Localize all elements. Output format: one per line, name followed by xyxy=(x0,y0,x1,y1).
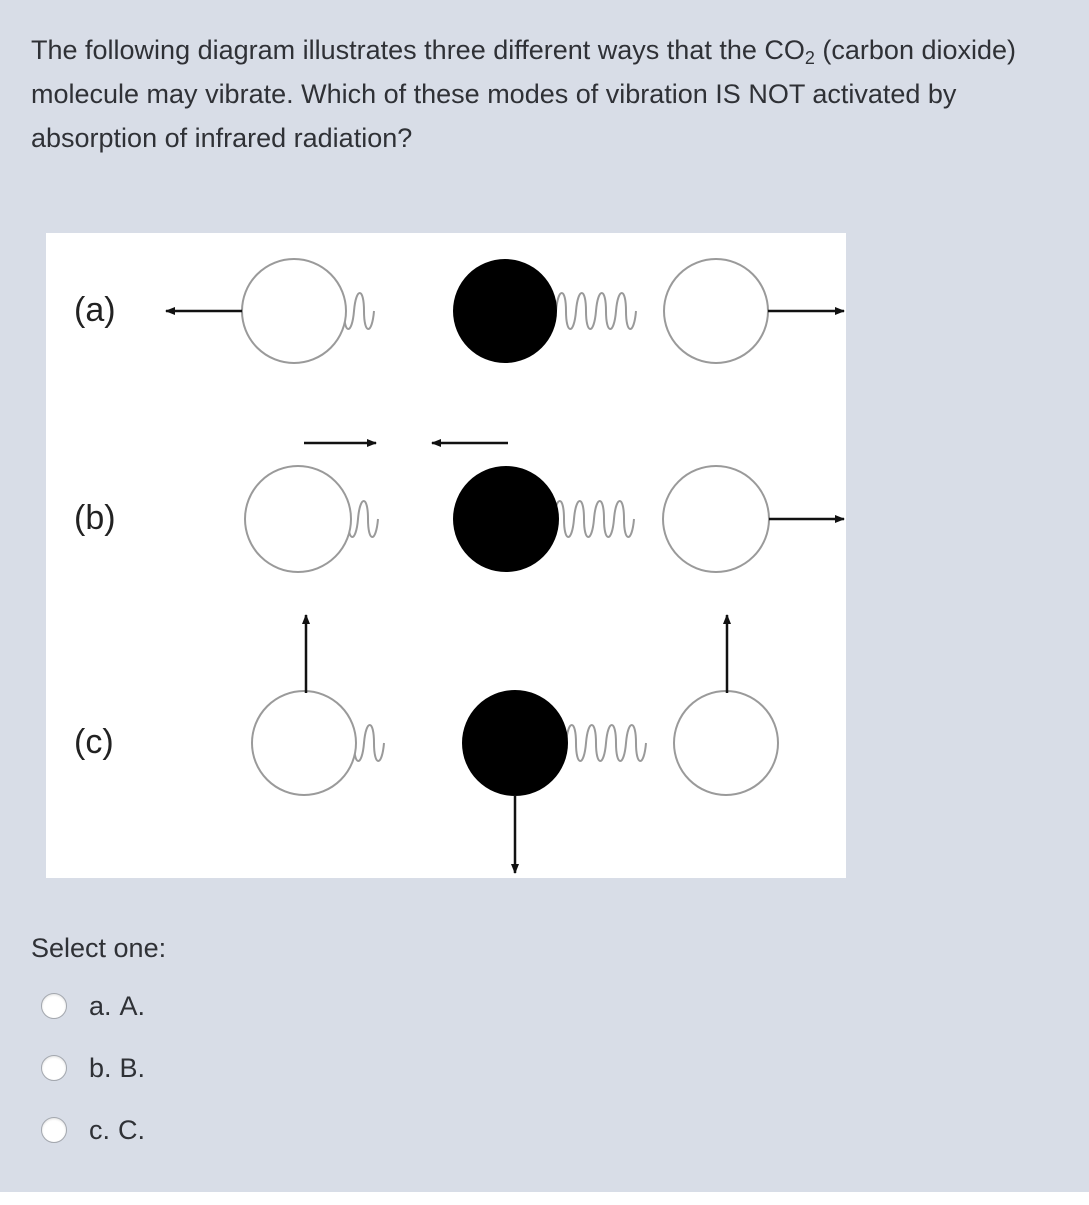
mode-c-oxygen-left xyxy=(252,691,356,795)
select-one-prompt: Select one: xyxy=(31,933,167,963)
option-c-letter: c. xyxy=(89,1114,111,1145)
mode-c-label: (c) xyxy=(74,723,114,761)
mode-a-oxygen-left xyxy=(242,259,346,363)
option-b-letter: b. xyxy=(89,1052,112,1083)
mode-b-oxygen-right xyxy=(663,466,769,572)
option-b[interactable] xyxy=(41,1051,145,1085)
option-b-text: B. xyxy=(119,1052,146,1083)
mode-b-carbon xyxy=(453,466,559,572)
mode-c xyxy=(74,615,778,873)
mode-a-label: (a) xyxy=(74,291,116,329)
mode-c-carbon xyxy=(462,690,568,796)
mode-a-carbon xyxy=(453,259,557,363)
option-c-text: C. xyxy=(118,1114,146,1145)
mode-a xyxy=(74,259,844,363)
mode-b xyxy=(74,443,844,572)
co2-vibration-diagram xyxy=(46,233,846,878)
mode-c-spring-right xyxy=(566,725,646,761)
question-text xyxy=(31,28,1061,160)
option-a-radio[interactable] xyxy=(41,993,67,1019)
option-a-letter: a. xyxy=(89,990,112,1021)
mode-b-oxygen-left xyxy=(245,466,351,572)
mode-b-label: (b) xyxy=(74,499,116,537)
co2-subscript: 2 xyxy=(804,48,815,68)
mode-b-spring-right xyxy=(554,501,634,537)
option-c[interactable] xyxy=(41,1113,145,1147)
option-c-radio[interactable] xyxy=(41,1117,67,1143)
mode-a-oxygen-right xyxy=(664,259,768,363)
option-a-text: A. xyxy=(119,990,146,1021)
question-text-end: (carbon dioxide) molecule may vibrate. Which of these modes of vibration IS NOT activated by absorption of infrared radiation? xyxy=(31,35,1017,153)
co2-vibration-svg xyxy=(46,233,846,878)
mode-c-oxygen-right xyxy=(674,691,778,795)
question-text-start: The following diagram illustrates three different ways that the CO xyxy=(31,35,805,65)
mode-a-spring-right xyxy=(556,293,636,329)
option-b-radio[interactable] xyxy=(41,1055,67,1081)
option-a[interactable] xyxy=(41,989,145,1023)
